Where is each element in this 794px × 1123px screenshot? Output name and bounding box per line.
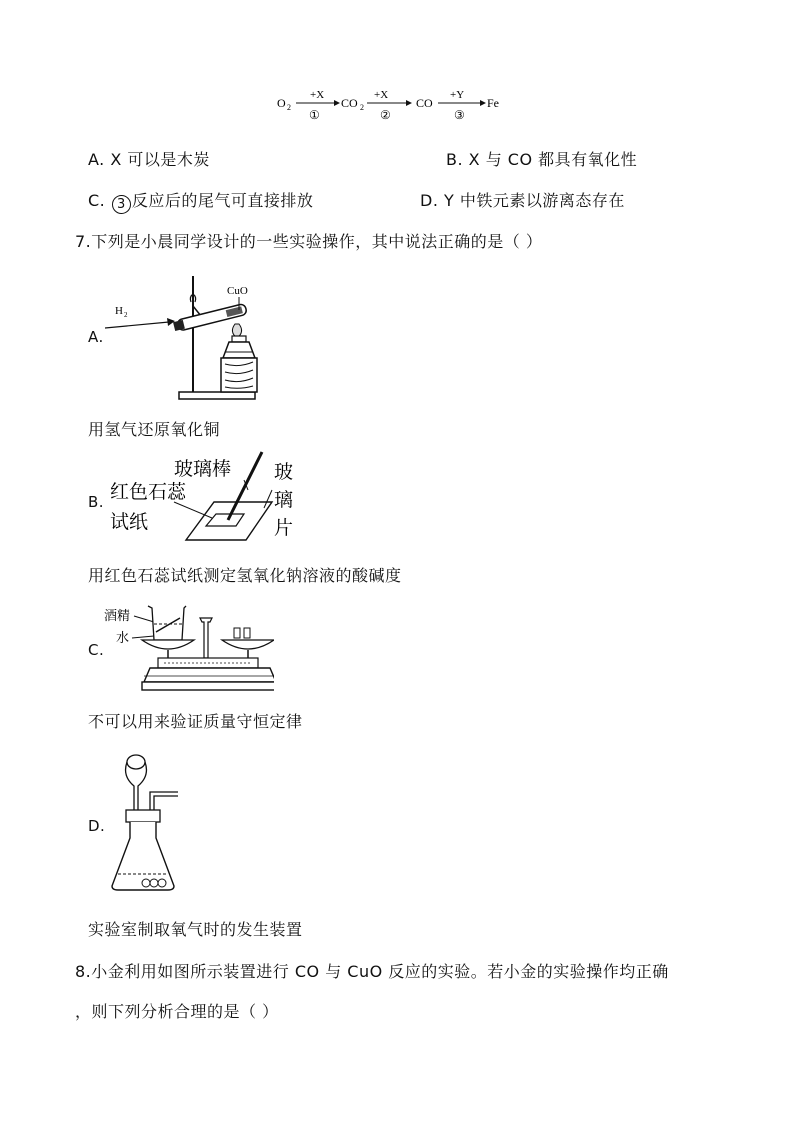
q7-option-a-caption: 用氢气还原氧化铜 <box>88 420 221 439</box>
formula-co: CO <box>416 96 433 110</box>
q8-stem-line-1: 8.小金利用如图所示装置进行 CO 与 CuO 反应的实验。若小金的实验操作均正确 <box>75 962 669 981</box>
step3-number: ③ <box>454 108 465 122</box>
label-glass-2: 璃 <box>274 489 294 511</box>
oxygen-generation-apparatus <box>104 750 194 900</box>
step3-reagent: +Y <box>450 89 465 101</box>
label-glass-rod: 玻璃棒 <box>174 458 232 480</box>
label-water: 水 <box>116 631 130 646</box>
label-alcohol: 酒精 <box>104 609 131 624</box>
label-glass-1: 玻 <box>274 461 294 483</box>
label-glass-3: 片 <box>274 517 294 539</box>
step1-reagent: +X <box>310 89 325 101</box>
q7-option-c-letter: C. <box>88 641 105 659</box>
q6-option-d: D. Y 中铁元素以游离态存在 <box>420 191 625 210</box>
step2-number: ② <box>380 108 391 122</box>
step2-reagent: +X <box>374 89 389 101</box>
q7-option-b-caption: 用红色石蕊试纸测定氢氧化钠溶液的酸碱度 <box>88 566 402 585</box>
label-h2-sub: 2 <box>124 311 128 319</box>
svg-text:2: 2 <box>287 103 291 112</box>
formula-fe: Fe <box>487 96 499 110</box>
q6-option-a: A. X 可以是木炭 <box>88 150 210 169</box>
q6-option-c <box>88 191 313 214</box>
label-litmus-2: 试纸 <box>110 511 149 533</box>
label-h2: H <box>115 305 123 317</box>
svg-text:CO: CO <box>341 96 358 110</box>
q7-option-d-letter: D. <box>88 817 106 835</box>
q6-option-c-prefix: C. <box>88 191 111 210</box>
q8-stem-line-2: ，则下列分析合理的是（ ） <box>75 1002 279 1021</box>
svg-text:2: 2 <box>360 103 364 112</box>
q7-option-b-letter: B. <box>88 493 105 511</box>
q7-option-a-letter: A. <box>88 328 104 346</box>
q7-stem: 7.下列是小晨同学设计的一些实验操作，其中说法正确的是（ ） <box>75 232 543 251</box>
q7-option-c-caption: 不可以用来验证质量守恒定律 <box>88 712 303 731</box>
litmus-paper-test-diagram <box>104 450 304 550</box>
hydrogen-reduction-apparatus <box>105 272 265 407</box>
q7-option-d-caption: 实验室制取氧气时的发生装置 <box>88 920 303 939</box>
formula-co2 <box>341 96 364 112</box>
formula-o2 <box>277 96 291 112</box>
balance-with-beaker-diagram <box>104 600 274 696</box>
label-cuo: CuO <box>227 285 248 297</box>
circled-number-three: 3 <box>112 195 131 214</box>
svg-text:O: O <box>277 96 286 110</box>
q6-option-b: B. X 与 CO 都具有氧化性 <box>446 150 638 169</box>
label-litmus-1: 红色石蕊 <box>110 481 187 503</box>
reaction-chain-diagram <box>270 86 510 122</box>
q6-option-c-text: 反应后的尾气可直接排放 <box>131 191 314 210</box>
step1-number: ① <box>309 108 320 122</box>
